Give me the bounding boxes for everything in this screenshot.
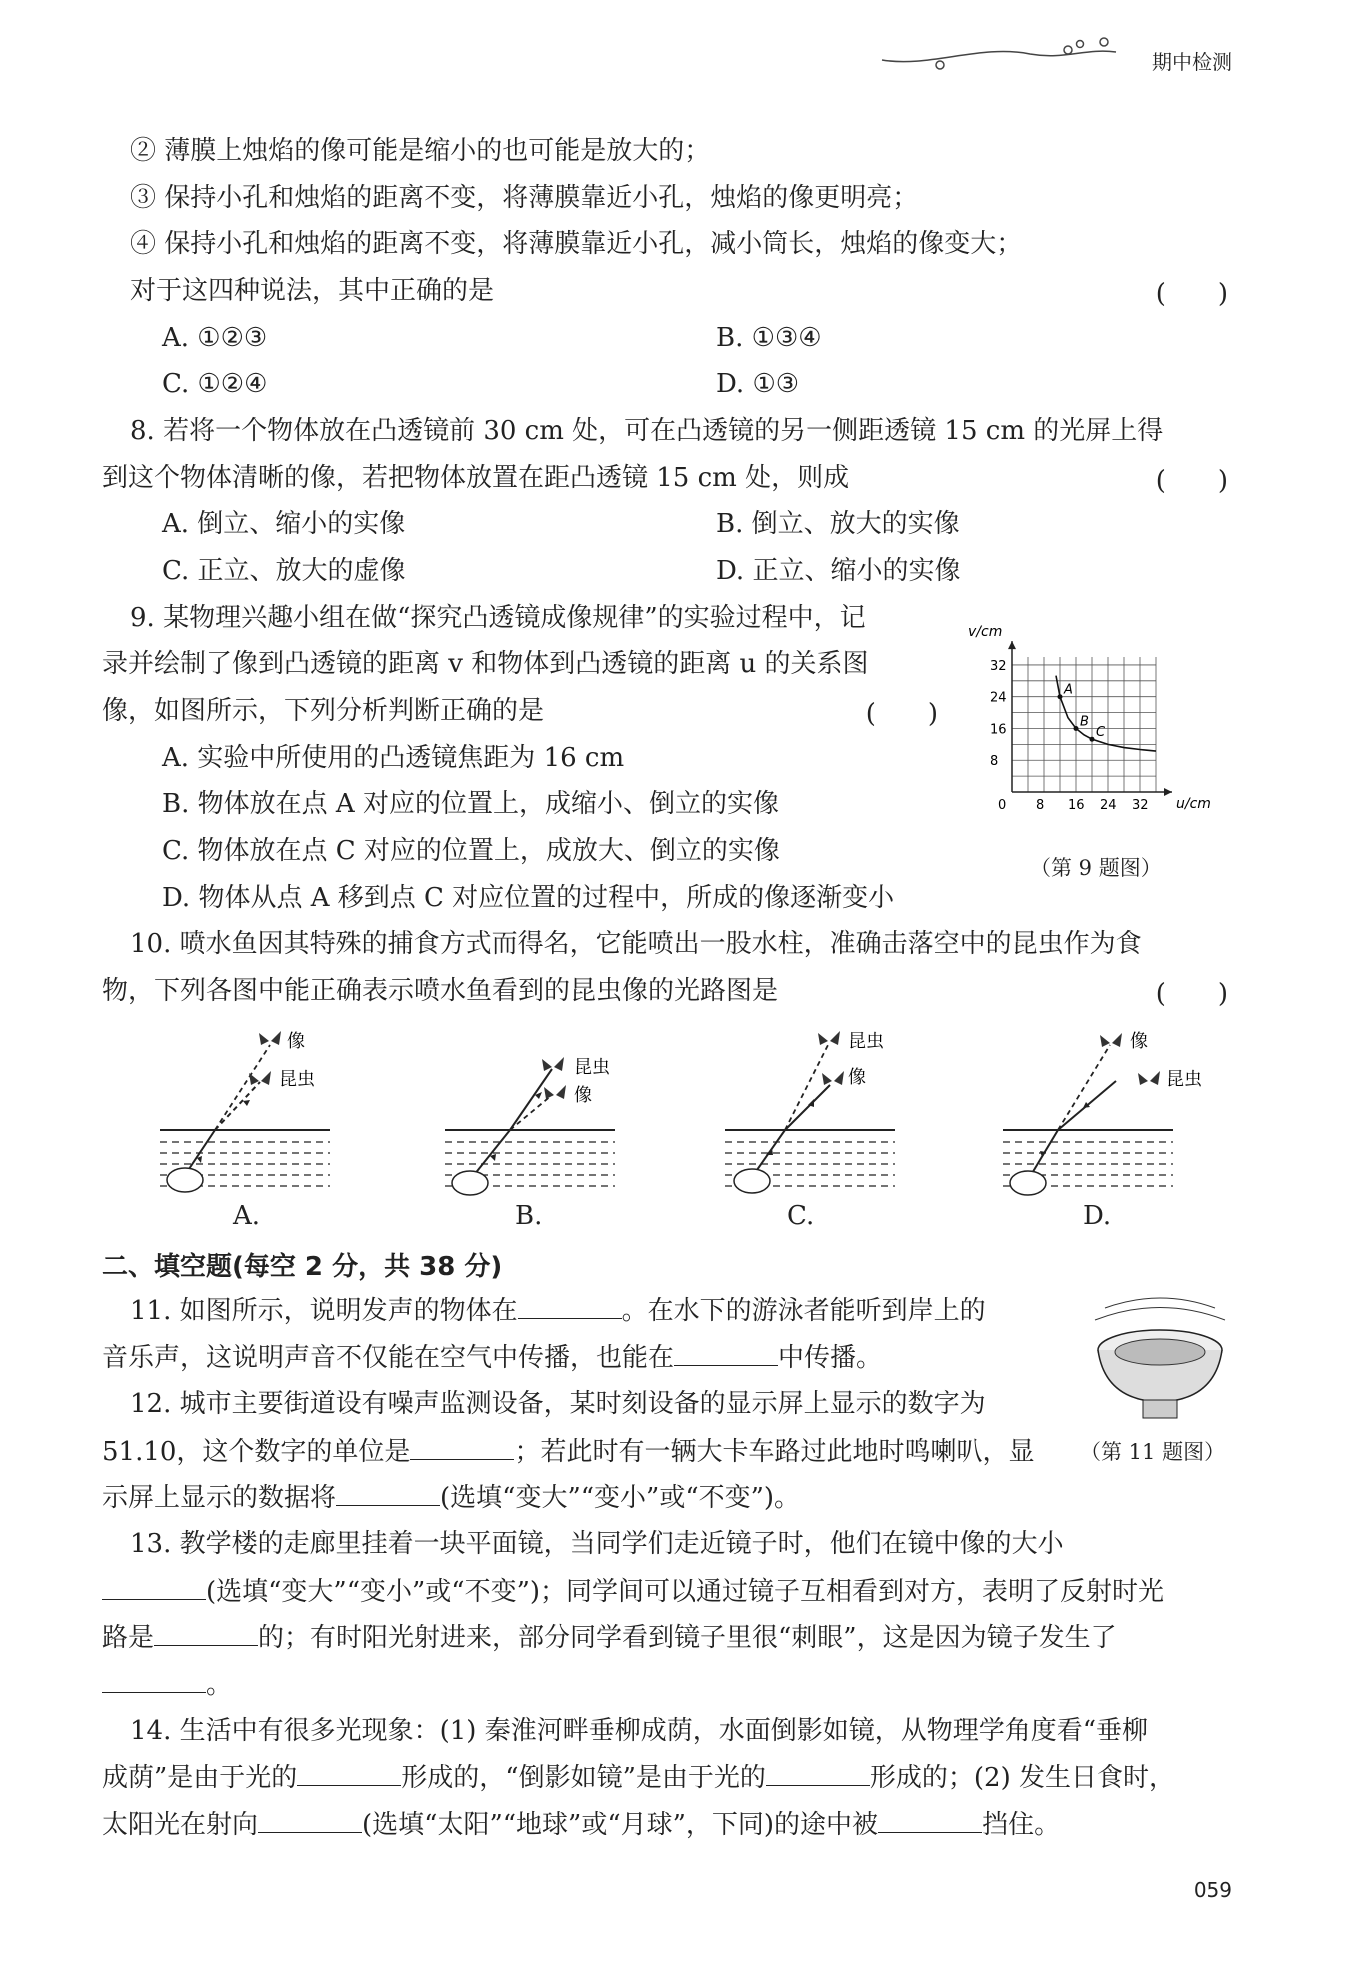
q10-figure-b — [440, 1025, 640, 1225]
q10-figure-letter: B. — [515, 1201, 543, 1231]
insect-icon — [818, 1031, 840, 1045]
q8-option-c: C. 正立、放大的虚像 — [162, 556, 406, 586]
section-title: 二、填空题(每空 2 分，共 38 分) — [102, 1252, 503, 1282]
x-tick-label: 16 — [1068, 798, 1085, 813]
q13-line-3: 路是 的；有时阳光射进来，部分同学看到镜子里很“刺眼”，这是因为镜子发生了 — [102, 1619, 1117, 1656]
q7-option-b: B. ①③④ — [716, 323, 822, 353]
q13-line-4: 。 — [102, 1666, 232, 1703]
q8-line-1: 8. 若将一个物体放在凸透镜前 30 cm 处，可在凸透镜的另一侧距透镜 15 cm 的光屏上得 — [130, 416, 1164, 446]
q13-line-1: 13. 教学楼的走廊里挂着一块平面镜，当同学们走近镜子时，他们在镜中像的大小 — [130, 1529, 1064, 1559]
answer-blank[interactable] — [102, 1573, 206, 1600]
fish-icon — [734, 1169, 770, 1193]
answer-blank[interactable] — [878, 1806, 982, 1833]
q7-option-c: C. ①②④ — [162, 369, 268, 399]
q10-figure-d — [998, 1025, 1202, 1225]
q9-option-b: B. 物体放在点 A 对应的位置上，成缩小、倒立的实像 — [162, 789, 779, 819]
q8-option-d: D. 正立、缩小的实像 — [716, 556, 961, 586]
insect-icon — [1100, 1033, 1122, 1047]
insect-icon — [544, 1085, 566, 1099]
q12-line-3: 示屏上显示的数据将 (选填“变大”“变小”或“不变”)。 — [102, 1479, 800, 1516]
x-tick-label: 8 — [1036, 798, 1045, 813]
q10-figure-label: 像 — [1130, 1031, 1148, 1052]
q10-figure-label: 昆虫 — [279, 1069, 315, 1090]
q7-option-d: D. ①③ — [716, 369, 800, 399]
q8-option-b: B. 倒立、放大的实像 — [716, 509, 960, 539]
answer-blank[interactable] — [518, 1292, 622, 1319]
insect-icon — [822, 1071, 844, 1085]
q9-option-d: D. 物体从点 A 移到点 C 对应位置的过程中，所成的像逐渐变小 — [162, 883, 895, 913]
data-point-label: A — [1064, 682, 1073, 698]
answer-blank[interactable] — [258, 1806, 362, 1833]
q10-answer-paren: ( ) — [1155, 979, 1228, 1009]
q9-line-1: 9. 某物理兴趣小组在做“探究凸透镜成像规律”的实验过程中，记 — [130, 603, 866, 633]
q7-option-a: A. ①②③ — [162, 323, 268, 353]
insect-icon — [542, 1057, 564, 1071]
data-point — [1074, 726, 1079, 731]
answer-blank[interactable] — [410, 1433, 514, 1460]
q12-line-1: 12. 城市主要街道设有噪声监测设备，某时刻设备的显示屏上显示的数字为 — [130, 1389, 986, 1419]
data-point — [1058, 694, 1063, 699]
q9-line-2: 录并绘制了像到凸透镜的距离 v 和物体到凸透镜的距离 u 的关系图 — [102, 649, 869, 679]
y-tick-label: 16 — [990, 722, 1007, 738]
answer-blank[interactable] — [297, 1759, 401, 1786]
y-tick-label: 32 — [990, 658, 1007, 674]
header-title: 期中检测 — [1152, 50, 1232, 74]
q8-option-a: A. 倒立、缩小的实像 — [162, 509, 406, 539]
q10-figure-label: 像 — [848, 1067, 866, 1088]
q10-figure-label: 像 — [574, 1085, 592, 1106]
q8-answer-paren: ( ) — [1155, 466, 1228, 496]
q10-figure-c — [720, 1025, 920, 1225]
answer-blank[interactable] — [102, 1666, 206, 1693]
q8-line-2: 到这个物体清晰的像，若把物体放置在距凸透镜 15 cm 处，则成 — [102, 463, 850, 493]
q10-figure-label: 像 — [287, 1031, 305, 1052]
q14-line-1: 14. 生活中有很多光现象：(1) 秦淮河畔垂柳成荫，水面倒影如镜，从物理学角度看“垂柳 — [130, 1716, 1149, 1746]
q10-line-2: 物，下列各图中能正确表示喷水鱼看到的昆虫像的光路图是 — [102, 976, 779, 1006]
x-axis-arrow — [1164, 788, 1172, 796]
q9-line-3: 像，如图所示，下列分析判断正确的是 — [102, 696, 545, 726]
q10-figure-a — [155, 1025, 355, 1225]
q9-option-c: C. 物体放在点 C 对应的位置上，成放大、倒立的实像 — [162, 836, 780, 866]
answer-blank[interactable] — [674, 1339, 778, 1366]
answer-blank[interactable] — [336, 1479, 440, 1506]
q14-line-2: 成荫”是由于光的 形成的，“倒影如镜”是由于光的 形成的；(2) 发生日食时， — [102, 1759, 1175, 1796]
q9-graph — [960, 620, 1230, 820]
fish-icon — [452, 1171, 488, 1195]
speaker-figure — [1085, 1290, 1235, 1430]
answer-blank[interactable] — [766, 1759, 870, 1786]
q9-figure-caption: （第 9 题图） — [1030, 856, 1162, 880]
q10-figure-label: 昆虫 — [848, 1031, 884, 1052]
header-decoration — [880, 30, 1120, 70]
q14-line-3: 太阳光在射向 (选填“太阳”“地球”或“月球”，下同)的途中被 挡住。 — [102, 1806, 1060, 1843]
q11-line-1: 11. 如图所示，说明发声的物体在 。在水下的游泳者能听到岸上的 — [130, 1292, 986, 1329]
q9-answer-paren: ( ) — [865, 699, 938, 729]
fish-icon — [1010, 1171, 1046, 1195]
x-axis-label: u/cm — [1176, 796, 1211, 812]
answer-blank[interactable] — [154, 1619, 258, 1646]
page-number: 059 — [1193, 1878, 1232, 1902]
q7-item-2: ② 薄膜上烛焰的像可能是缩小的也可能是放大的； — [130, 136, 711, 166]
x-tick-label: 0 — [998, 798, 1007, 813]
q10-figure-letter: C. — [787, 1201, 815, 1231]
q7-stem: 对于这四种说法，其中正确的是 — [130, 276, 495, 306]
q7-item-3: ③ 保持小孔和烛焰的距离不变，将薄膜靠近小孔，烛焰的像更明亮； — [130, 183, 919, 213]
x-tick-label: 24 — [1100, 798, 1117, 813]
q12-line-2: 51.10，这个数字的单位是 ；若此时有一辆大卡车路过此地时鸣喇叭，显 — [102, 1433, 1034, 1470]
q10-figure-label: 昆虫 — [1166, 1069, 1202, 1090]
y-tick-label: 24 — [990, 690, 1007, 706]
y-axis-label: v/cm — [968, 624, 1003, 640]
data-point-label: B — [1080, 714, 1089, 730]
fish-icon — [167, 1168, 203, 1192]
q7-item-4: ④ 保持小孔和烛焰的距离不变，将薄膜靠近小孔，减小筒长，烛焰的像变大； — [130, 229, 1023, 259]
data-point-label: C — [1096, 725, 1106, 741]
q7-answer-paren: ( ) — [1155, 279, 1228, 309]
q10-figure-label: 昆虫 — [574, 1057, 610, 1078]
q10-line-1: 10. 喷水鱼因其特殊的捕食方式而得名，它能喷出一股水柱，准确击落空中的昆虫作为食 — [130, 929, 1142, 959]
insect-icon — [1138, 1071, 1160, 1085]
y-axis-arrow — [1008, 641, 1016, 649]
q10-figure-letter: A. — [233, 1201, 261, 1231]
q11-line-2: 音乐声，这说明声音不仅能在空气中传播，也能在 中传播。 — [102, 1339, 882, 1376]
q13-line-2: (选填“变大”“变小”或“不变”)；同学间可以通过镜子互相看到对方，表明了反射时光 — [102, 1573, 1164, 1610]
q10-figure-letter: D. — [1083, 1201, 1112, 1231]
q9-option-a: A. 实验中所使用的凸透镜焦距为 16 cm — [162, 743, 625, 773]
y-tick-label: 8 — [990, 754, 999, 770]
x-tick-label: 32 — [1132, 798, 1149, 813]
insect-icon — [259, 1031, 281, 1045]
data-point — [1090, 737, 1095, 742]
q11-figure-caption: （第 11 题图） — [1080, 1440, 1226, 1464]
